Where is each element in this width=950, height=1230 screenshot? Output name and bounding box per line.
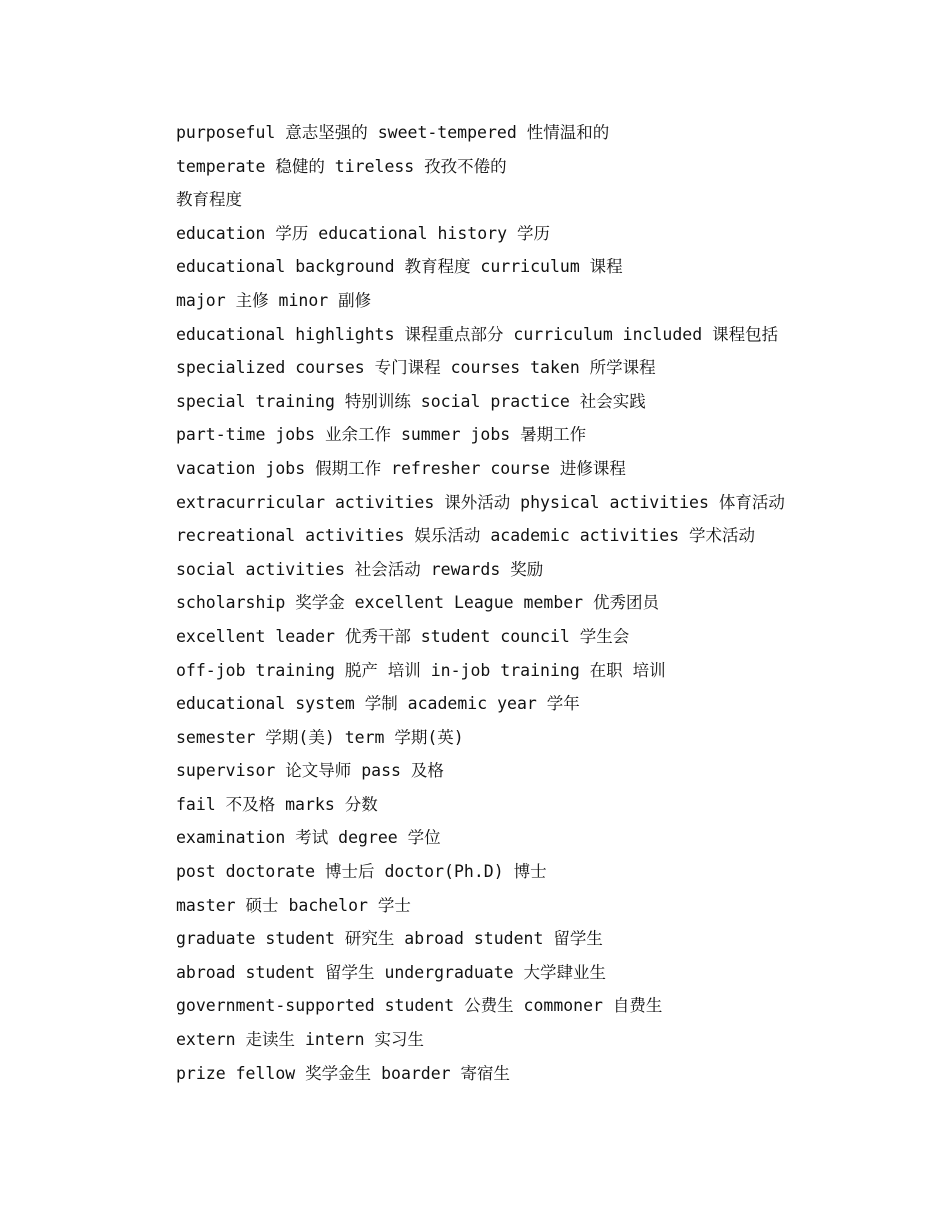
text-line: supervisor 论文导师 pass 及格 xyxy=(176,761,444,781)
text-line: educational background 教育程度 curriculum 课程 xyxy=(176,257,623,277)
text-line: graduate student 研究生 abroad student 留学生 xyxy=(176,929,603,949)
text-line: social activities 社会活动 rewards 奖励 xyxy=(176,559,544,579)
text-line: education 学历 educational history 学历 xyxy=(176,223,550,243)
text-line: part-time jobs 业余工作 summer jobs 暑期工作 xyxy=(176,425,587,445)
text-line: educational highlights 课程重点部分 curriculum included 课程包括 xyxy=(176,324,779,344)
text-line: extracurricular activities 课外活动 physical activities 体育活动 xyxy=(176,492,785,512)
vocabulary-list xyxy=(176,116,896,1090)
section-heading: 教育程度 xyxy=(176,190,242,210)
text-line: post doctorate 博士后 doctor(Ph.D) 博士 xyxy=(176,862,547,882)
text-line: extern 走读生 intern 实习生 xyxy=(176,1030,425,1050)
text-line: temperate 稳健的 tireless 孜孜不倦的 xyxy=(176,156,507,176)
text-line: fail 不及格 marks 分数 xyxy=(176,794,378,814)
text-line: educational system 学制 academic year 学年 xyxy=(176,694,580,714)
text-line: excellent leader 优秀干部 student council 学生会 xyxy=(176,626,630,646)
text-line: vacation jobs 假期工作 refresher course 进修课程 xyxy=(176,458,626,478)
text-line: examination 考试 degree 学位 xyxy=(176,828,441,848)
text-line: recreational activities 娱乐活动 academic activities 学术活动 xyxy=(176,526,756,546)
text-line: master 硕士 bachelor 学士 xyxy=(176,895,411,915)
text-line: off-job training 脱产 培训 in-job training 在职 培训 xyxy=(176,660,666,680)
text-line: specialized courses 专门课程 courses taken 所学课程 xyxy=(176,358,656,378)
text-line: special training 特别训练 social practice 社会实践 xyxy=(176,391,646,411)
text-line: purposeful 意志坚强的 sweet-tempered 性情温和的 xyxy=(176,123,610,142)
text-line: prize fellow 奖学金生 boarder 寄宿生 xyxy=(176,1063,511,1083)
text-line: semester 学期(美) term 学期(英) xyxy=(176,727,464,747)
text-line: major 主修 minor 副修 xyxy=(176,290,372,310)
text-line: abroad student 留学生 undergraduate 大学肆业生 xyxy=(176,962,607,982)
text-line: government-supported student 公费生 commoner 自费生 xyxy=(176,996,663,1016)
text-line: scholarship 奖学金 excellent League member 优秀团员 xyxy=(176,593,660,613)
